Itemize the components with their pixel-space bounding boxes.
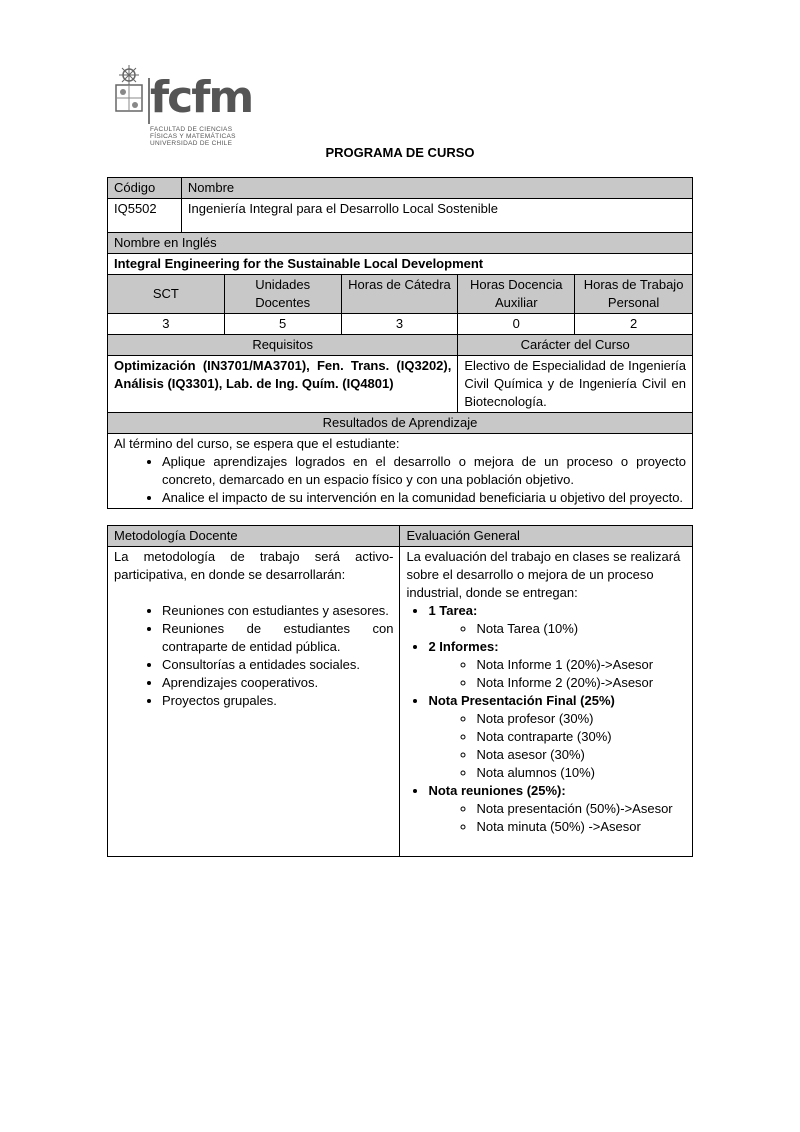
eval-sub-item: ◦ Nota alumnos (10%): [476, 764, 686, 782]
metodologia-list: [114, 602, 393, 710]
eval-group-title: Nota Presentación Final (25%): [428, 693, 615, 708]
logo-line-1: FACULTAD DE CIENCIAS: [150, 126, 233, 133]
caracter-value: Electivo de Especialidad de Ingeniería Civil Química y de Ingeniería Civil en Biotecnología.: [458, 356, 693, 413]
resultados-body: [108, 434, 693, 509]
evaluacion-list: [406, 602, 686, 836]
metodologia-body: [108, 547, 400, 857]
hours-header-unidades: Unidades Docentes: [224, 275, 341, 314]
list-item: • Reuniones con estudiantes y asesores.: [162, 602, 393, 620]
eval-sub-item: ◦ Nota contraparte (30%): [476, 728, 686, 746]
logo-line-3: UNIVERSIDAD DE CHILE: [150, 140, 233, 147]
hours-value-personal: 2: [575, 314, 693, 335]
eval-group-title: Nota reuniones (25%):: [428, 783, 566, 798]
eval-sub-item: ◦ Nota presentación (50%)->Asesor: [476, 800, 686, 818]
hours-header-sct: SCT: [108, 275, 225, 314]
logo-brand: fcfm: [150, 72, 253, 123]
eval-group: [428, 602, 686, 638]
list-item: • Aprendizajes cooperativos.: [162, 674, 393, 692]
list-item: • Consultorías a entidades sociales.: [162, 656, 393, 674]
eval-sub-item: ◦ Nota asesor (30%): [476, 746, 686, 764]
name-header: Nombre: [181, 178, 692, 199]
eval-sub-item: ◦ Nota profesor (30%): [476, 710, 686, 728]
list-item: • Analice el impacto de su intervención en la comunidad beneficiaria u objetivo del proyecto.: [162, 489, 686, 507]
hours-value-catedra: 3: [341, 314, 458, 335]
english-name-header: Nombre en Inglés: [108, 233, 693, 254]
evaluacion-header: Evaluación General: [400, 526, 693, 547]
eval-group: [428, 638, 686, 692]
eval-group: [428, 692, 686, 782]
logo-line-2: FÍSICAS Y MATEMÁTICAS: [150, 133, 236, 140]
code-header: Código: [108, 178, 182, 199]
hours-header-personal: Horas de Trabajo Personal: [575, 275, 693, 314]
eval-group-title: 2 Informes:: [428, 639, 499, 654]
evaluacion-body: [400, 547, 693, 857]
caracter-header: Carácter del Curso: [458, 335, 693, 356]
eval-sub-item: ◦ Nota minuta (50%) ->Asesor: [476, 818, 686, 836]
list-item: • Reuniones de estudiantes con contraparte de entidad pública.: [162, 620, 393, 656]
resultados-intro: Al término del curso, se espera que el estudiante:: [114, 436, 400, 451]
logo-subtitle: [150, 126, 236, 147]
hours-value-sct: 3: [108, 314, 225, 335]
requisitos-header: Requisitos: [108, 335, 458, 356]
page-title: PROGRAMA DE CURSO: [325, 145, 475, 160]
resultados-list: [114, 453, 686, 507]
resultados-header: Resultados de Aprendizaje: [108, 413, 693, 434]
eval-group-title: 1 Tarea:: [428, 603, 478, 618]
metodologia-header: Metodología Docente: [108, 526, 400, 547]
english-name: Integral Engineering for the Sustainable Local Development: [108, 254, 693, 275]
hours-value-unidades: 5: [224, 314, 341, 335]
methodology-evaluation-table: [107, 525, 693, 857]
eval-sub-item: ◦ Nota Informe 2 (20%)->Asesor: [476, 674, 686, 692]
eval-sub-item: ◦ Nota Informe 1 (20%)->Asesor: [476, 656, 686, 674]
university-seal-icon: [113, 65, 147, 115]
course-name: Ingeniería Integral para el Desarrollo Local Sostenible: [181, 199, 692, 233]
eval-sub-item: ◦ Nota Tarea (10%): [476, 620, 686, 638]
list-item: • Aplique aprendizajes logrados en el desarrollo o mejora de un proceso o proyecto concreto, demarcado en un espacio físico y con una población objetivo.: [162, 453, 686, 489]
eval-group: [428, 782, 686, 836]
hours-header-auxiliar: Horas Docencia Auxiliar: [458, 275, 575, 314]
course-code: IQ5502: [108, 199, 182, 233]
course-table: [107, 177, 693, 509]
evaluacion-intro: La evaluación del trabajo en clases se realizará sobre el desarrollo o mejora de un proceso industrial, donde se entregan:: [406, 549, 681, 600]
hours-header-catedra: Horas de Cátedra: [341, 275, 458, 314]
hours-value-auxiliar: 0: [458, 314, 575, 335]
list-item: • Proyectos grupales.: [162, 692, 393, 710]
requisitos-value: Optimización (IN3701/MA3701), Fen. Trans. (IQ3202), Análisis (IQ3301), Lab. de Ing. Quím. (IQ4801): [108, 356, 458, 413]
metodologia-intro: La metodología de trabajo será activo-participativa, en donde se desarrollarán:: [114, 549, 394, 582]
